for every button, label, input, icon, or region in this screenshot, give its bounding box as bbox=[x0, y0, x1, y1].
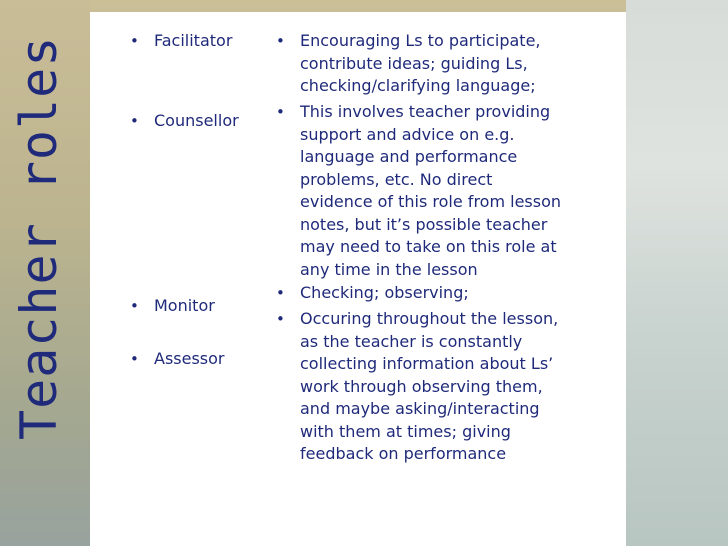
role-item-facilitator bbox=[130, 30, 232, 53]
slide-title: Teacher roles bbox=[10, 35, 68, 440]
role-item-counsellor bbox=[130, 110, 239, 133]
role-label: Facilitator bbox=[154, 31, 233, 50]
description-text: Checking; observing; bbox=[300, 283, 469, 302]
role-item-assessor bbox=[130, 348, 225, 371]
bullet-icon: • bbox=[276, 284, 285, 302]
right-background bbox=[626, 0, 728, 546]
role-item-monitor bbox=[130, 295, 215, 318]
bullet-icon: • bbox=[130, 350, 139, 368]
bullet-icon: • bbox=[276, 103, 285, 121]
description-item-assessor bbox=[276, 308, 558, 466]
role-label: Counsellor bbox=[154, 111, 239, 130]
description-item-counsellor bbox=[276, 101, 561, 281]
bullet-icon: • bbox=[276, 32, 285, 50]
description-item-facilitator bbox=[276, 30, 541, 98]
bullet-icon: • bbox=[130, 112, 139, 130]
description-item-monitor bbox=[276, 282, 469, 305]
description-text: Encouraging Ls to participate, contribute ideas; guiding Ls, checking/clarifying language; bbox=[300, 31, 541, 95]
description-text: This involves teacher providing support and advice on e.g. language and performance problems, etc. No direct evidence of this role from lesson notes, but it’s possible teacher may need to take on this role at any time in the lesson bbox=[300, 102, 562, 279]
bullet-icon: • bbox=[130, 32, 139, 50]
bullet-icon: • bbox=[276, 310, 285, 328]
bullet-icon: • bbox=[130, 297, 139, 315]
role-label: Assessor bbox=[154, 349, 225, 368]
role-label: Monitor bbox=[154, 296, 215, 315]
description-text: Occuring throughout the lesson, as the teacher is constantly collecting information about Ls’ work through observing them, and maybe asking/interacting with them at times; giving feedback on performance bbox=[300, 309, 559, 463]
